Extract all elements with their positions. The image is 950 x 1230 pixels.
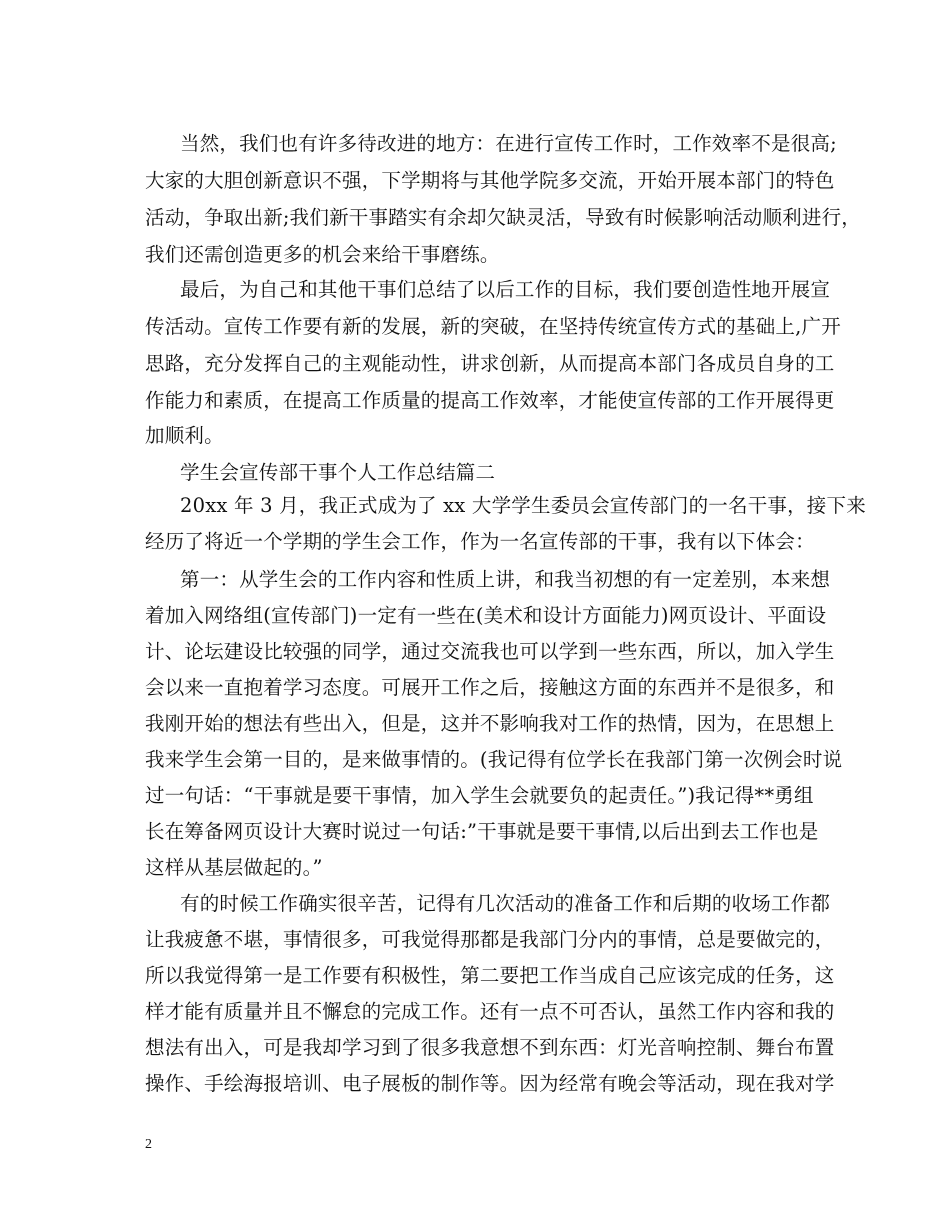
section-heading: 学生会宣传部干事个人工作总结篇二 [180,461,496,484]
text-line: 有的时候工作确实很辛苦，记得有几次活动的准备工作和后期的收场工作都 [180,892,831,915]
text-line: 所以我觉得第一是工作要有积极性，第二要把工作当成自己应该完成的任务，这 [145,964,835,987]
text-line: 当然，我们也有许多待改进的地方：在进行宣传工作时，工作效率不是很高; [180,132,837,155]
text-line: 我们还需创造更多的机会来给干事磨练。 [145,243,500,266]
text-line: 样才能有质量并且不懈怠的完成工作。还有一点不可否认，虽然工作内容和我的 [145,1000,835,1023]
text-line: 会以来一直抱着学习态度。可展开工作之后，接触这方面的东西并不是很多，和 [145,676,835,699]
text-line: 最后，为自己和其他干事们总结了以后工作的目标，我们要创造性地开展宣 [180,278,831,301]
text-line: 经历了将近一个学期的学生会工作，作为一名宣传部的干事，我有以下体会： [145,530,815,553]
text-line: 加顺利。 [145,424,224,447]
text-line: 这样从基层做起的。” [145,856,323,879]
text-line: 想法有出入，可是我却学习到了很多我意想不到东西：灯光音响控制、舞台布置 [145,1036,835,1059]
text-line: 20xx 年 3 月，我正式成为了 xx 大学学生委员会宣传部门的一名干事，接下来 [180,494,866,517]
page-number: 2 [145,1137,152,1152]
text-line: 着加入网络组(宣传部门)一定有一些在(美术和设计方面能力)网页设计、平面设 [145,604,827,627]
text-line: 我来学生会第一目的，是来做事情的。(我记得有位学长在我部门第一次例会时说 [145,748,843,771]
text-line: 计、论坛建设比较强的同学，通过交流我也可以学到一些东西，所以，加入学生 [145,640,835,663]
text-line: 作能力和素质，在提高工作质量的提高工作效率，才能使宣传部的工作开展得更 [145,389,835,412]
text-line: 过一句话：“干事就是要干事情，加入学生会就要负的起责任。”)我记得**勇组 [145,784,814,807]
text-line: 传活动。宣传工作要有新的发展，新的突破，在坚持传统宣传方式的基础上,广开 [145,315,841,338]
text-line: 操作、手绘海报培训、电子展板的制作等。因为经常有晚会等活动，现在我对学 [145,1072,835,1095]
text-line: 我刚开始的想法有些出入，但是，这并不影响我对工作的热情，因为，在思想上 [145,712,835,735]
text-line: 大家的大胆创新意识不强，下学期将与其他学院多交流，开始开展本部门的特色 [145,169,835,192]
text-line: 长在筹备网页设计大赛时说过一句话:”干事就是要干事情,以后出到去工作也是 [145,820,819,843]
text-line: 第一：从学生会的工作内容和性质上讲，和我当初想的有一定差别，本来想 [180,568,831,591]
text-line: 活动，争取出新;我们新干事踏实有余却欠缺灵活，导致有时候影响活动顺利进行， [145,206,861,229]
text-line: 思路，充分发挥自己的主观能动性，讲求创新，从而提高本部门各成员自身的工 [145,352,835,375]
text-line: 让我疲惫不堪，事情很多，可我觉得那都是我部门分内的事情，总是要做完的， [145,928,835,951]
